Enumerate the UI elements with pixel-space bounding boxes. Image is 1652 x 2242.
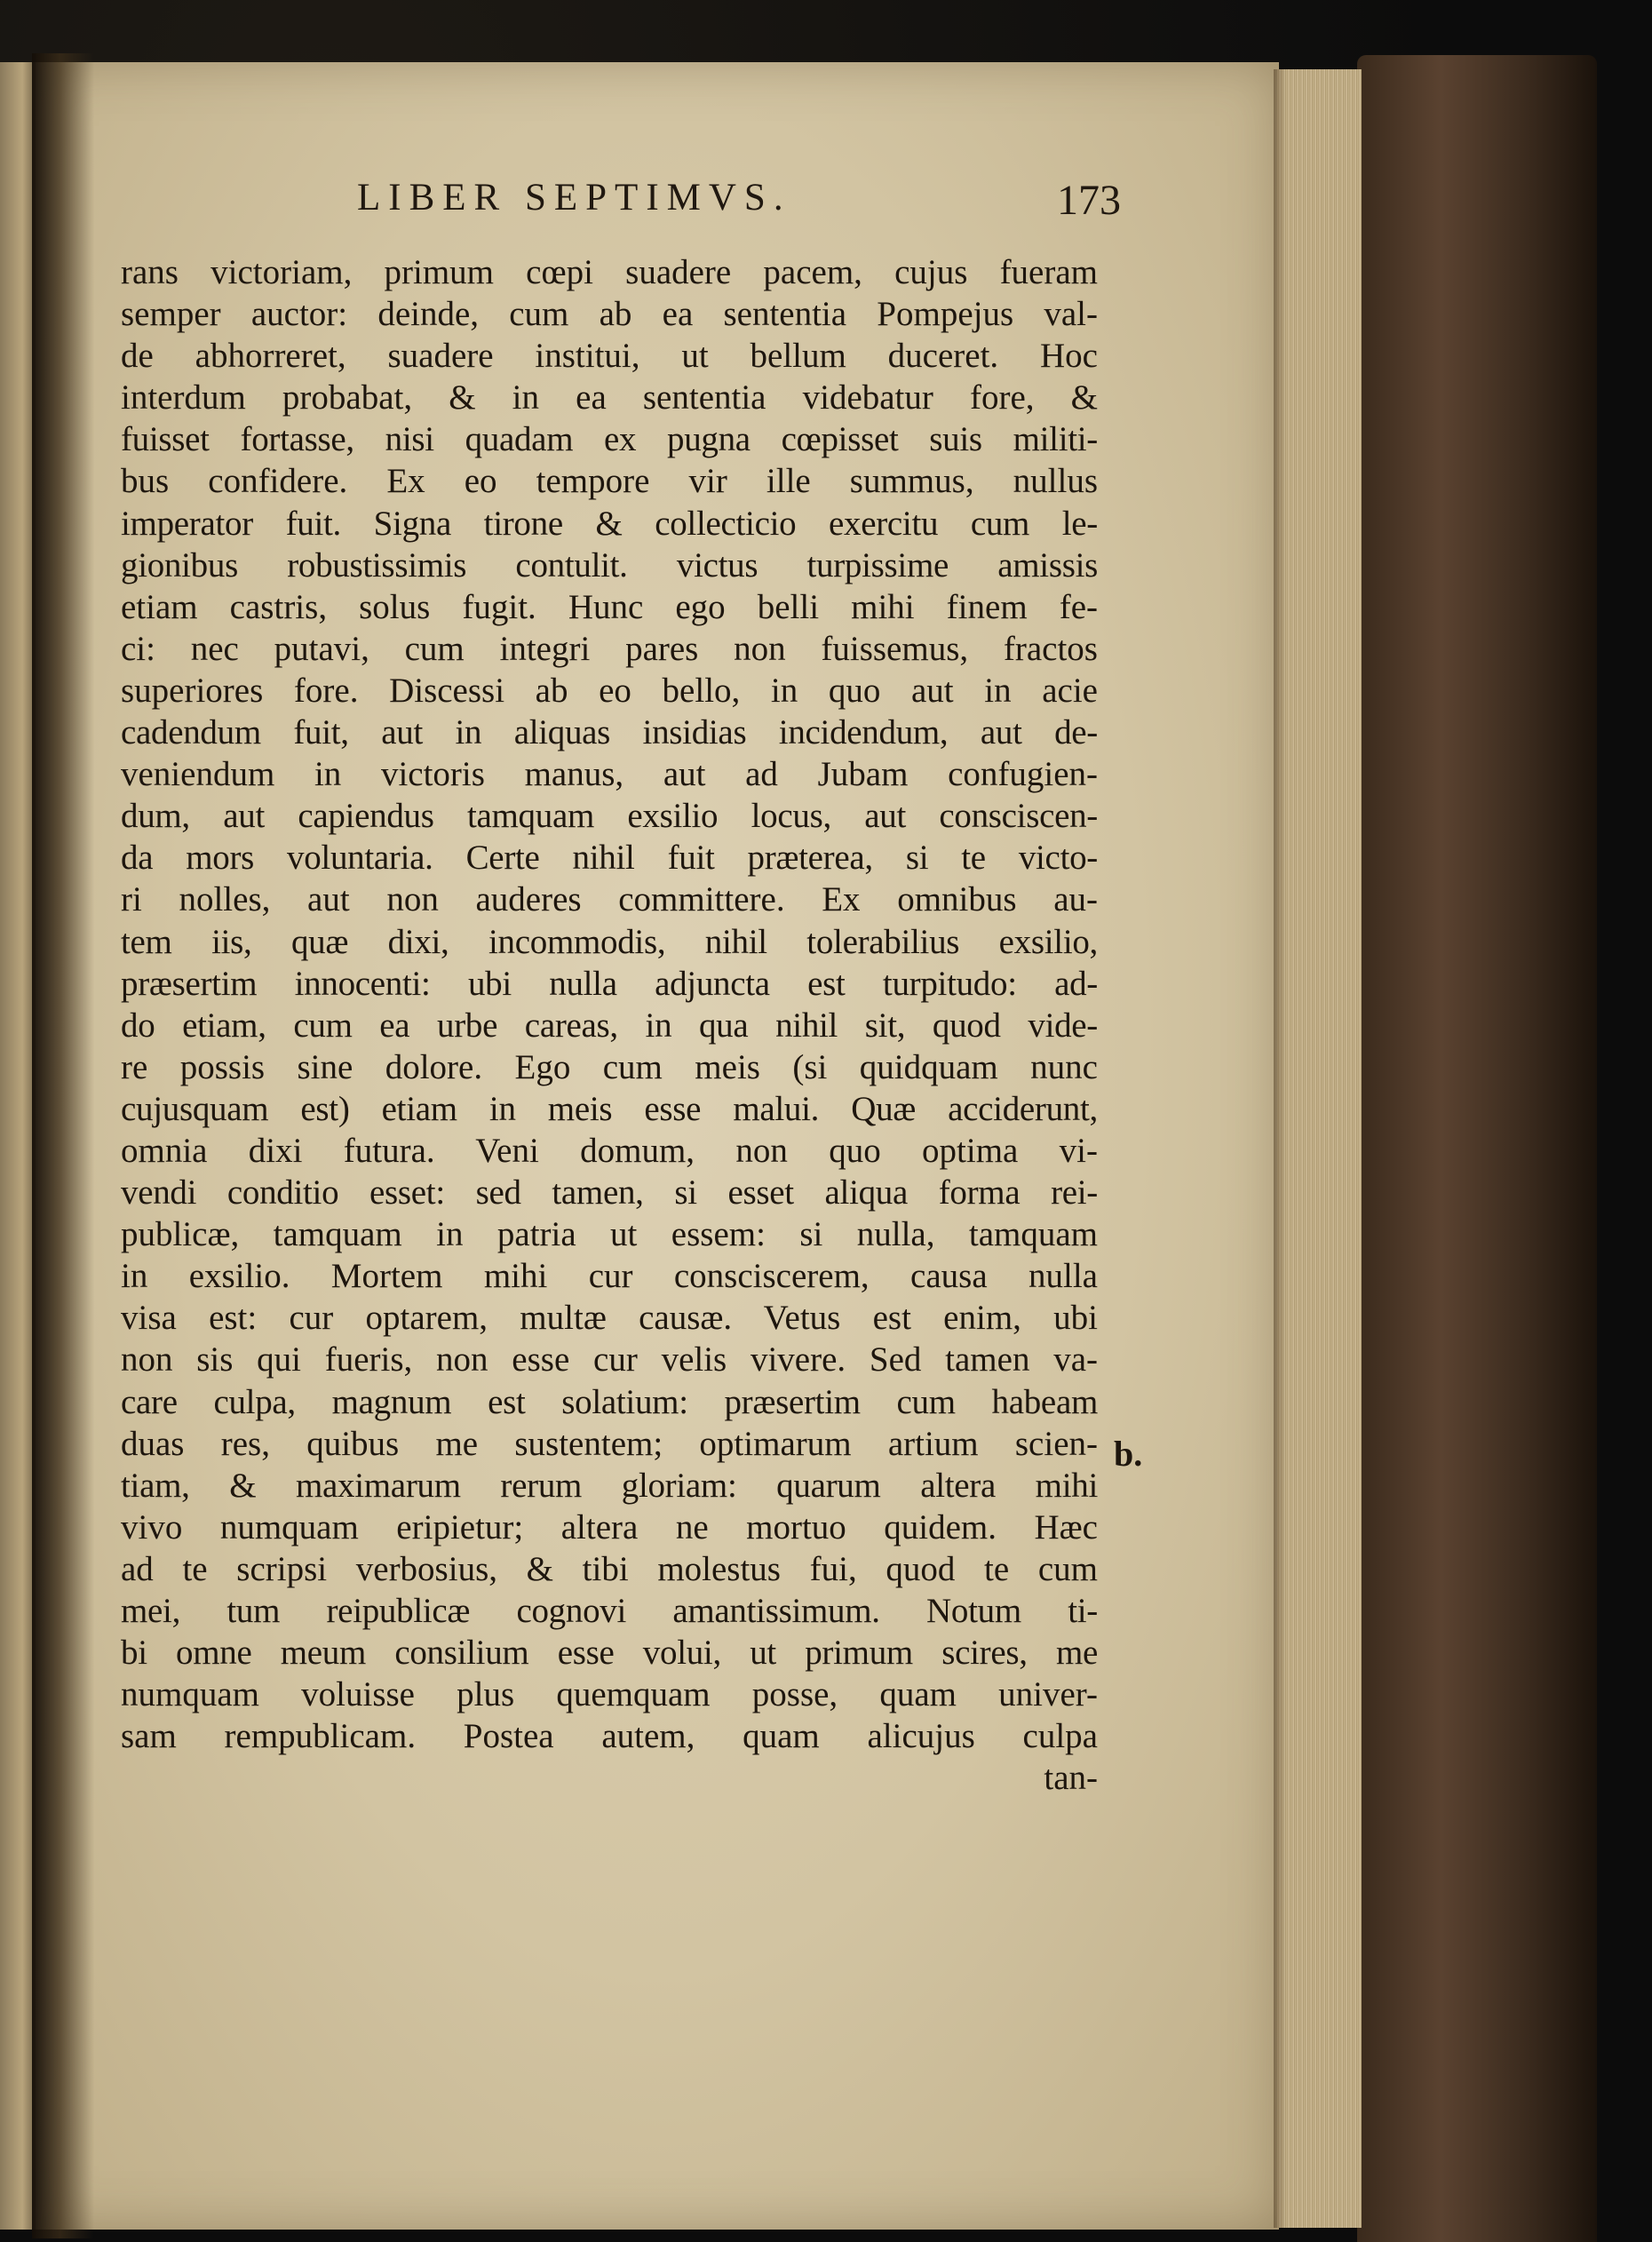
text-line: duas res, quibus me sustentem; optimarum artium scien- xyxy=(121,1424,1098,1463)
text-line: sam rempublicam. Postea autem, quam alicujus culpa xyxy=(121,1717,1098,1756)
text-line: mei, tum reipublicæ cognovi amantissimum. Notum ti- xyxy=(121,1592,1098,1630)
text-line: ad te scripsi verbosius, & tibi molestus fui, quod te cum xyxy=(121,1549,1098,1588)
text-line: dum, aut capiendus tamquam exsilio locus, aut consciscen- xyxy=(121,797,1098,836)
running-head xyxy=(357,176,1121,238)
text-line: in exsilio. Mortem mihi cur consciscerem, causa nulla xyxy=(121,1257,1098,1296)
text-line: de abhorreret, suadere institui, ut bellum duceret. Hoc xyxy=(121,337,1098,376)
catchword: tan- xyxy=(1044,1759,1098,1798)
text-line: visa est: cur optarem, multæ causæ. Vetus est enim, ubi xyxy=(121,1299,1098,1338)
text-line: da mors voluntaria. Certe nihil fuit præterea, si te victo- xyxy=(121,839,1098,878)
text-line: vendi conditio esset: sed tamen, si esset aliqua forma rei- xyxy=(121,1173,1098,1212)
running-title: LIBER SEPTIMVS. xyxy=(357,177,791,219)
text-line: fuisset fortasse, nisi quadam ex pugna cœpisset suis militi- xyxy=(121,420,1098,459)
text-line: ri nolles, aut non auderes committere. Ex omnibus au- xyxy=(121,880,1098,919)
text-line: re possis sine dolore. Ego cum meis (si quidquam nunc xyxy=(121,1047,1098,1086)
text-line: bi omne meum consilium esse volui, ut primum scires, me xyxy=(121,1634,1098,1673)
text-line: rans victoriam, primum cœpi suadere pacem, cujus fueram xyxy=(121,253,1098,291)
text-line: publicæ, tamquam in patria ut essem: si nulla, tamquam xyxy=(121,1215,1098,1254)
text-line: imperator fuit. Signa tirone & collecticio exercitu cum le- xyxy=(121,504,1098,543)
body-text xyxy=(121,251,1098,1799)
text-line: cujusquam est) etiam in meis esse malui. Quæ acciderunt, xyxy=(121,1089,1098,1128)
text-line: superiores fore. Discessi ab eo bello, in quo aut in acie xyxy=(121,671,1098,710)
page-fore-edge xyxy=(1277,69,1362,2228)
text-line: cadendum fuit, aut in aliquas insidias incidendum, aut de- xyxy=(121,713,1098,752)
text-line: vivo numquam eripietur; altera ne mortuo quidem. Hæc xyxy=(121,1507,1098,1546)
text-line: tem iis, quæ dixi, incommodis, nihil tolerabilius exsilio, xyxy=(121,922,1098,961)
text-line: omnia dixi futura. Veni domum, non quo optima vi- xyxy=(121,1131,1098,1170)
text-line: ci: nec putavi, cum integri pares non fuissemus, fractos xyxy=(121,629,1098,668)
text-line: præsertim innocenti: ubi nulla adjuncta est turpitudo: ad- xyxy=(121,964,1098,1003)
text-line: semper auctor: deinde, cum ab ea sententia Pompejus val- xyxy=(121,295,1098,334)
text-line: etiam castris, solus fugit. Hunc ego belli mihi finem fe- xyxy=(121,587,1098,626)
text-line: do etiam, cum ea urbe careas, in qua nihil sit, quod vide- xyxy=(121,1006,1098,1045)
text-line: interdum probabat, & in ea sententia videbatur fore, & xyxy=(121,378,1098,417)
margin-note: b. xyxy=(1114,1434,1143,1474)
text-line: non sis qui fueris, non esse cur velis vivere. Sed tamen va- xyxy=(121,1340,1098,1379)
text-line: bus confidere. Ex eo tempore vir ille summus, nullus xyxy=(121,462,1098,501)
text-line: veniendum in victoris manus, aut ad Jubam confugien- xyxy=(121,755,1098,794)
fore-edge-shadow xyxy=(1274,69,1286,2228)
page-number: 173 xyxy=(1057,177,1121,224)
text-line: gionibus robustissimis contulit. victus turpissime amissis xyxy=(121,545,1098,584)
text-line: care culpa, magnum est solatium: præsertim cum habeam xyxy=(121,1382,1098,1421)
book-binding xyxy=(1357,55,1597,2242)
text-line: numquam voluisse plus quemquam posse, quam univer- xyxy=(121,1675,1098,1714)
text-line: tiam, & maximarum rerum gloriam: quarum altera mihi xyxy=(121,1466,1098,1505)
gutter-shadow xyxy=(32,53,94,2238)
